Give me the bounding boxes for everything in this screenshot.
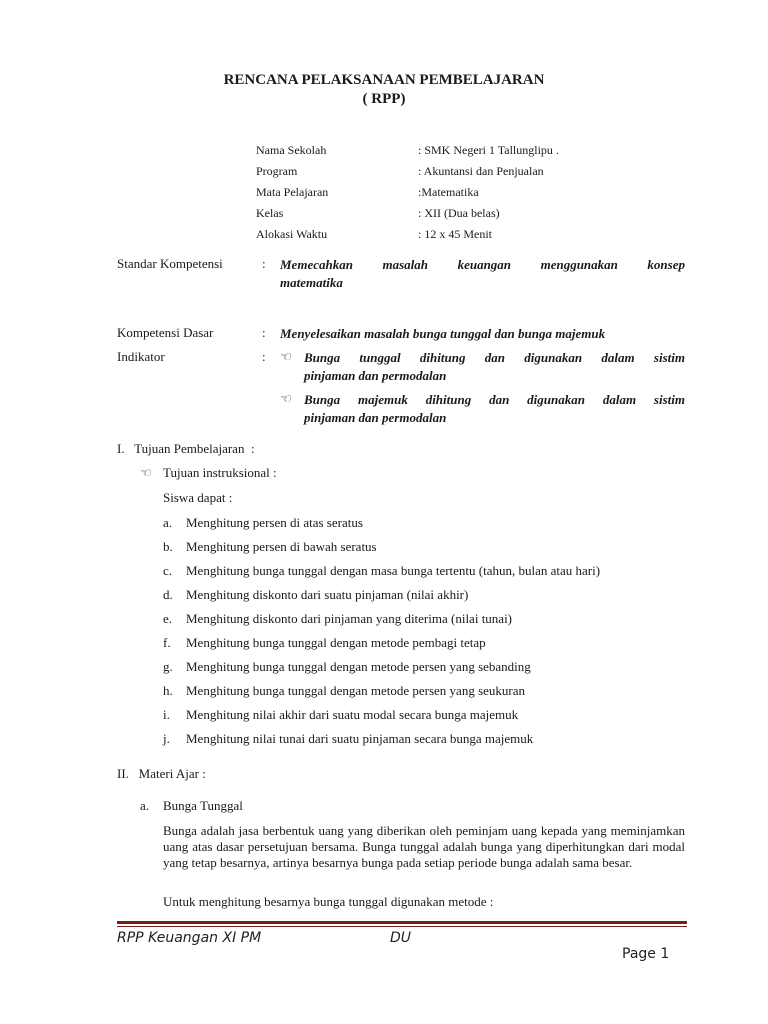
list-text: Menghitung nilai akhir dari suatu modal secara bunga majemuk xyxy=(186,707,519,722)
list-text: Menghitung diskonto dari pinjaman yang diterima (nilai tunai) xyxy=(186,611,513,626)
pointing-hand-icon: ☜ xyxy=(280,349,292,364)
tujuan-subheading: Tujuan instruksional : xyxy=(163,465,277,480)
list-letter: h. xyxy=(163,683,173,698)
standar-kompetensi-text xyxy=(280,256,685,292)
indikator-line-1: Bunga tunggal dihitung dan digunakan dalam sistim xyxy=(304,350,685,365)
list-item xyxy=(163,539,683,563)
indikator-line-2: pinjaman dan permodalan xyxy=(304,368,447,383)
list-text: Menghitung bunga tunggal dengan masa bunga tertentu (tahun, bulan atau hari) xyxy=(186,563,601,578)
footer-left-text: RPP Keuangan XI PM xyxy=(117,930,262,946)
list-letter: d. xyxy=(163,587,173,602)
info-label: Nama Sekolah xyxy=(256,143,327,157)
info-label: Alokasi Waktu xyxy=(256,227,328,241)
page-number: Page 1 xyxy=(622,946,670,962)
list-text: Menghitung persen di atas seratus xyxy=(186,515,363,530)
objectives-list xyxy=(163,515,683,755)
info-label: Kelas xyxy=(256,206,284,220)
pointing-hand-icon: ☜ xyxy=(140,465,152,480)
footer-rule xyxy=(117,921,687,924)
colon: : xyxy=(262,325,266,340)
list-letter: f. xyxy=(163,635,171,650)
list-item xyxy=(163,683,683,707)
tujuan-heading: I. Tujuan Pembelajaran : xyxy=(117,441,255,456)
footer-rule xyxy=(117,926,687,927)
info-value: : SMK Negeri 1 Tallunglipu . xyxy=(418,143,559,157)
list-text: Menghitung bunga tunggal dengan metode pembagi tetap xyxy=(186,635,486,650)
pointing-hand-icon: ☜ xyxy=(280,391,292,406)
list-letter: g. xyxy=(163,659,173,674)
document-subtitle: ( RPP) xyxy=(362,91,406,107)
info-row xyxy=(256,185,656,206)
materi-heading: II. Materi Ajar : xyxy=(117,766,206,781)
info-label: Program xyxy=(256,164,298,178)
list-item xyxy=(163,563,683,587)
list-letter: b. xyxy=(163,539,173,554)
list-item xyxy=(163,611,683,635)
standar-line-2: matematika xyxy=(280,275,343,290)
list-item xyxy=(163,731,683,755)
tujuan-intro: Siswa dapat : xyxy=(163,490,233,505)
list-item xyxy=(163,587,683,611)
list-item xyxy=(163,707,683,731)
standar-kompetensi-label: Standar Kompetensi xyxy=(117,256,223,271)
standar-line-1: Memecahkan masalah keuangan menggunakan konsep xyxy=(280,257,685,272)
info-value: : 12 x 45 Menit xyxy=(418,227,492,241)
list-letter: e. xyxy=(163,611,173,626)
info-row xyxy=(256,206,656,227)
info-row xyxy=(256,143,656,164)
info-row xyxy=(256,227,656,248)
info-value: : XII (Dua belas) xyxy=(418,206,500,220)
materi-paragraph: Untuk menghitung besarnya bunga tunggal digunakan metode : xyxy=(163,894,494,909)
list-letter: c. xyxy=(163,563,173,578)
colon: : xyxy=(262,256,266,271)
list-item xyxy=(163,635,683,659)
document-title: RENCANA PELAKSANAAN PEMBELAJARAN xyxy=(223,72,545,88)
list-text: Menghitung persen di bawah seratus xyxy=(186,539,377,554)
indikator-line-1: Bunga majemuk dihitung dan digunakan dalam sistim xyxy=(304,392,685,407)
list-letter: j. xyxy=(163,731,170,746)
materi-sub-title: Bunga Tunggal xyxy=(163,798,243,813)
indikator-line-2: pinjaman dan permodalan xyxy=(304,410,447,425)
list-item xyxy=(163,659,683,683)
info-label: Mata Pelajaran xyxy=(256,185,329,199)
colon: : xyxy=(262,349,266,364)
footer-author: DU xyxy=(390,930,412,946)
standar-kompetensi-section xyxy=(117,256,687,296)
kompetensi-dasar-text: Menyelesaikan masalah bunga tunggal dan bunga majemuk xyxy=(280,326,606,341)
list-text: Menghitung bunga tunggal dengan metode persen yang sebanding xyxy=(186,659,531,674)
list-letter: a. xyxy=(163,515,173,530)
list-item xyxy=(163,515,683,539)
identity-table xyxy=(256,143,656,248)
indikator-label: Indikator xyxy=(117,349,165,364)
info-value: :Matematika xyxy=(418,185,479,199)
kompetensi-dasar-section xyxy=(117,325,687,345)
list-text: Menghitung bunga tunggal dengan metode persen yang seukuran xyxy=(186,683,525,698)
info-row xyxy=(256,164,656,185)
list-text: Menghitung nilai tunai dari suatu pinjaman secara bunga majemuk xyxy=(186,731,534,746)
indikator-text xyxy=(304,349,685,385)
indikator-section xyxy=(117,349,687,429)
info-value: : Akuntansi dan Penjualan xyxy=(418,164,544,178)
list-text: Menghitung diskonto dari suatu pinjaman (nilai akhir) xyxy=(186,587,469,602)
list-letter: i. xyxy=(163,707,170,722)
indikator-text xyxy=(304,391,685,427)
materi-paragraph: Bunga adalah jasa berbentuk uang yang diberikan oleh peminjam uang kepada yang meminjamkan uang atas dasar persetujuan bersama. Bunga tunggal adalah bunga yang diperhitungkan dari modal yang tetap besarnya, artinya besarnya bunga pada setiap periode bunga adalah sama besar. xyxy=(163,823,685,870)
materi-sub-letter: a. xyxy=(140,798,150,813)
kompetensi-dasar-label: Kompetensi Dasar xyxy=(117,325,214,340)
